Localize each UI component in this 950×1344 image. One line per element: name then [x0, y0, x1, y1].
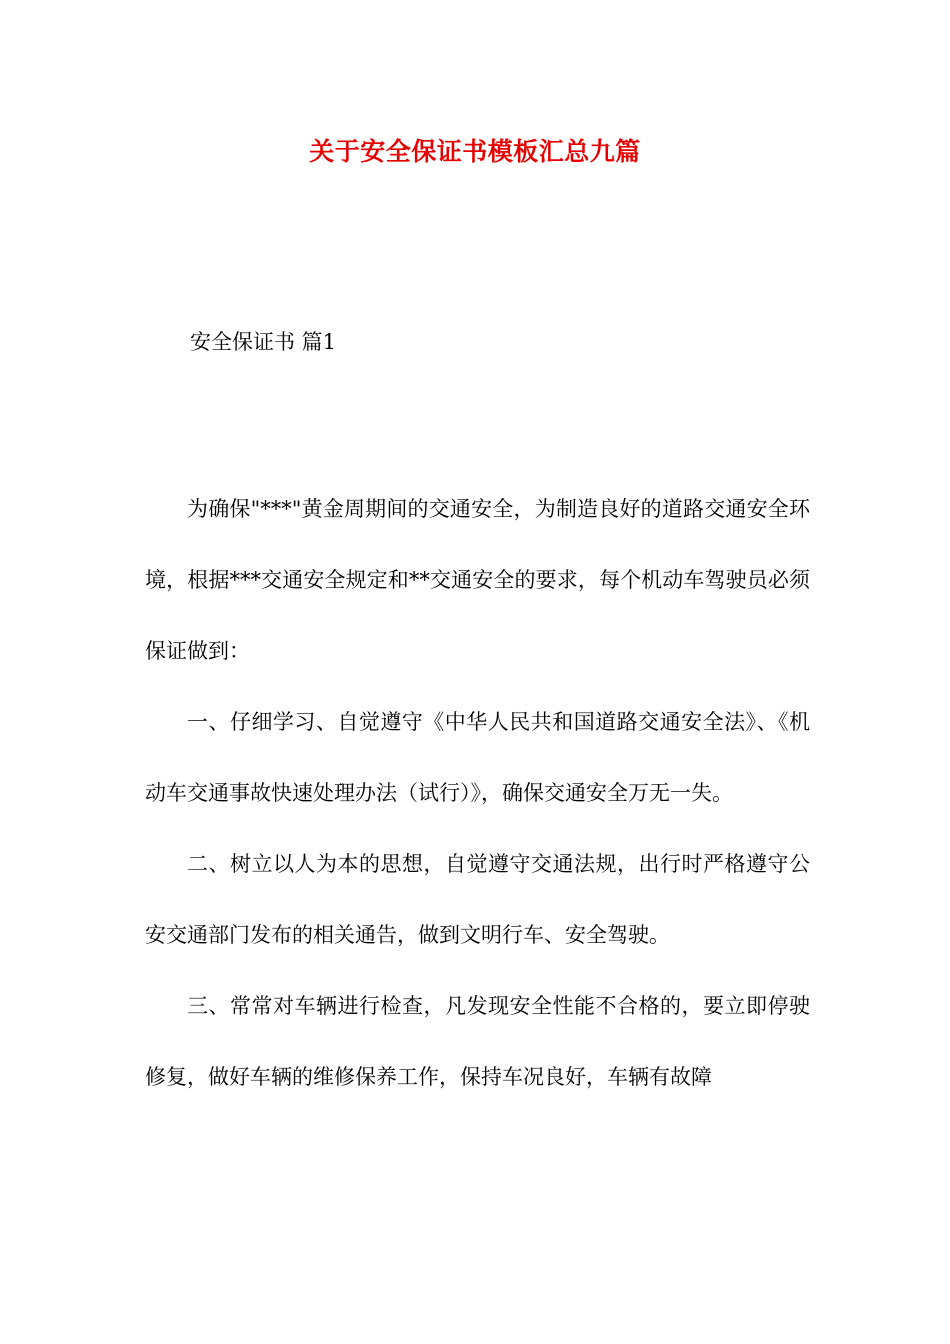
paragraph: 三、常常对车辆进行检查，凡发现安全性能不合格的，要立即停驶修复，做好车辆的维修保养工作，保持车况良好，车辆有故障 [145, 994, 810, 1089]
document-title: 关于安全保证书模板汇总九篇 [309, 137, 641, 166]
paragraph: 二、树立以人为本的思想，自觉遵守交通法规，出行时严格遵守公安交通部门发布的相关通告，做到文明行车、安全驾驶。 [145, 852, 810, 947]
paragraph: 为确保"***"黄金周期间的交通安全，为制造良好的道路交通安全环境，根据***交通安全规定和**交通安全的要求，每个机动车驾驶员必须保证做到： [145, 497, 810, 663]
section-heading: 安全保证书 篇1 [190, 330, 337, 354]
document-body [145, 474, 810, 1113]
paragraph: 一、仔细学习、自觉遵守《中华人民共和国道路交通安全法》、《机动车交通事故快速处理办法（试行）》，确保交通安全万无一失。 [145, 710, 810, 805]
